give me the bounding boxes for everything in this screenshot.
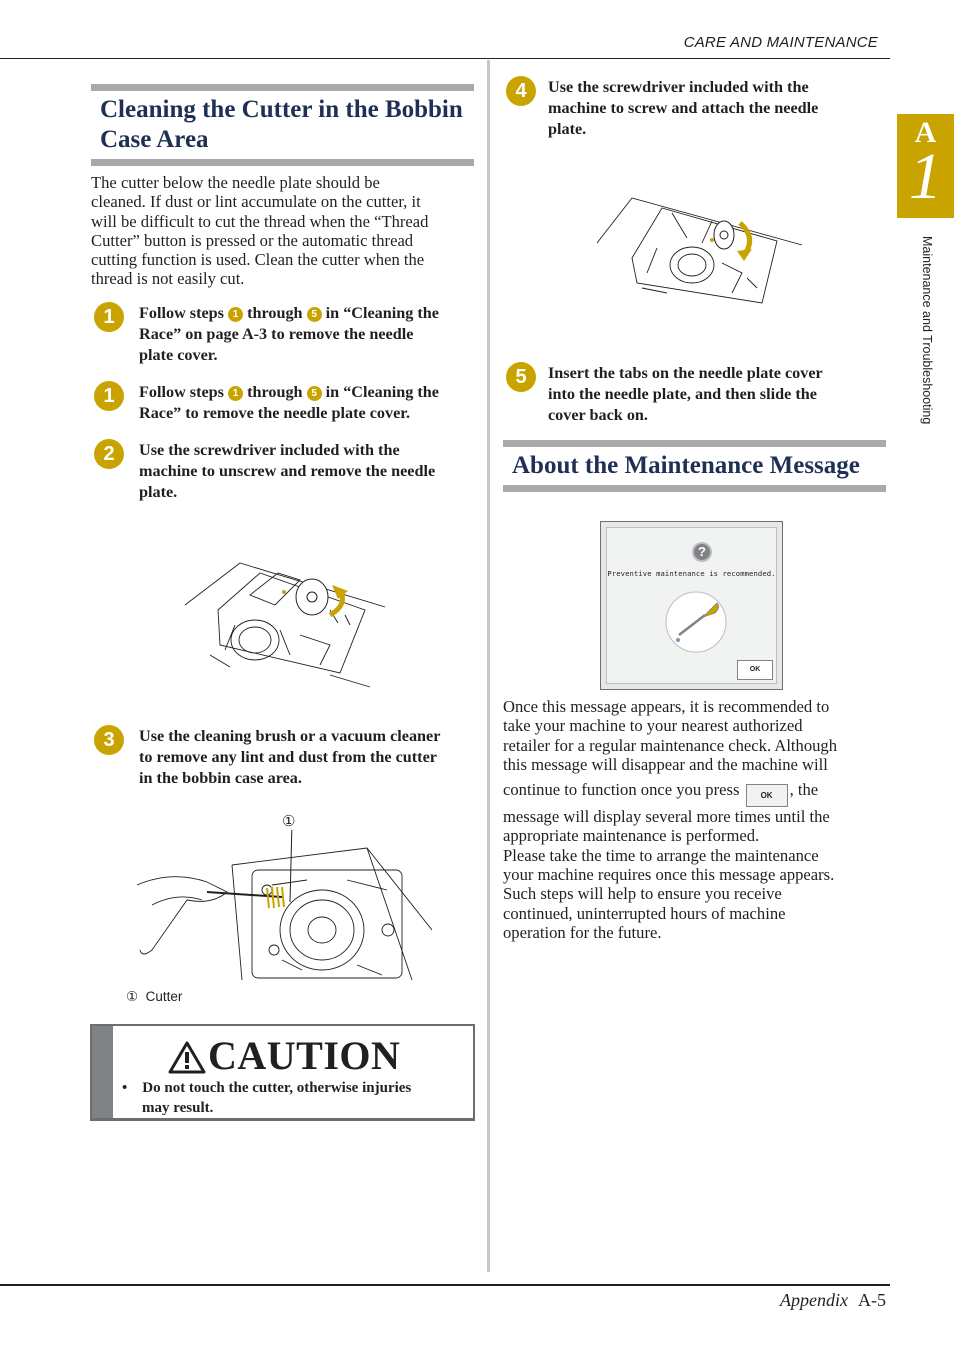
screen-ok-button[interactable]: OK bbox=[737, 660, 773, 680]
intro-line: Cutter” button is pressed or the automatic thread bbox=[91, 230, 414, 250]
step-ref-badge: 5 bbox=[307, 307, 322, 322]
step-5 bbox=[506, 362, 886, 432]
step-1b bbox=[94, 381, 479, 431]
chapter-tab-letter: A bbox=[914, 116, 937, 149]
paragraph-line: take your machine to your nearest authorized bbox=[503, 716, 803, 736]
screen-message: Preventive maintenance is recommended. bbox=[607, 569, 776, 578]
page-footer bbox=[780, 1290, 886, 1311]
step-text: Use the screwdriver included with the machine to unscrew and remove the needle plate. bbox=[139, 441, 436, 501]
step-text: Follow steps 1 through 5 in “Cleaning the Race” on page A-3 to remove the needle plate cover. bbox=[139, 304, 439, 364]
intro-line: cutting function is used. Clean the cutter when the bbox=[91, 250, 425, 270]
footer-rule bbox=[0, 1284, 890, 1286]
intro-paragraph bbox=[91, 173, 476, 289]
step-ref-badge: 1 bbox=[228, 307, 243, 322]
paragraph-line: message will display several more times until the bbox=[503, 807, 830, 827]
footer-section: Appendix bbox=[780, 1290, 848, 1310]
step-text: Use the cleaning brush or a vacuum cleaner to remove any lint and dust from the cutter in the bobbin case area. bbox=[139, 727, 441, 787]
caution-text: • Do not touch the cutter, otherwise injuries may result. bbox=[122, 1080, 412, 1116]
paragraph-line-with-button: continue to function once you press OK , the bbox=[503, 780, 888, 807]
paragraph-line: Once this message appears, it is recommended to bbox=[503, 697, 830, 716]
step-number: 2 bbox=[94, 439, 124, 469]
chapter-tab-number: 1 bbox=[909, 140, 942, 213]
section-heading-cutter bbox=[91, 84, 474, 166]
needle-plate-unscrew-illustration bbox=[180, 555, 390, 690]
step-number: 3 bbox=[94, 725, 124, 755]
step-text: Insert the tabs on the needle plate cover into the needle plate, and then slide the cover back on. bbox=[548, 364, 823, 424]
caption-text: Cutter bbox=[145, 989, 183, 1004]
chapter-side-label: Maintenance and Troubleshooting bbox=[920, 236, 934, 425]
caution-title: CAUTION bbox=[208, 1033, 401, 1078]
caution-side-bar bbox=[92, 1026, 113, 1118]
step-number: 1 bbox=[94, 381, 124, 411]
needle-plate-attach-illustration bbox=[592, 193, 804, 308]
screen-panel bbox=[606, 527, 777, 684]
paragraph-line: your machine requires once this message appears. bbox=[503, 865, 835, 885]
oil-can-icon bbox=[665, 591, 727, 653]
paragraph-line: Please take the time to arrange the maintenance bbox=[503, 845, 819, 865]
section-title-maintenance: About the Maintenance Message bbox=[512, 452, 860, 479]
cutter-cleaning-illustration bbox=[132, 830, 432, 985]
maintenance-message-screen bbox=[600, 521, 783, 690]
step-3 bbox=[94, 725, 479, 795]
step-number: 4 bbox=[506, 76, 536, 106]
paragraph-line: retailer for a regular maintenance check. Although bbox=[503, 735, 838, 755]
step-1a bbox=[94, 302, 479, 372]
running-header: CARE AND MAINTENANCE bbox=[683, 34, 878, 51]
inline-ok-key: OK bbox=[746, 784, 788, 807]
paragraph-line: continued, uninterrupted hours of machine bbox=[503, 903, 786, 923]
step-ref-badge: 5 bbox=[307, 386, 322, 401]
maintenance-paragraph-1 bbox=[503, 697, 888, 942]
paragraph-line: operation for the future. bbox=[503, 922, 662, 942]
step-number: 5 bbox=[506, 362, 536, 392]
intro-line: thread is not easily cut. bbox=[91, 269, 245, 289]
cutter-callout-marker: ① bbox=[282, 814, 296, 830]
paragraph-line: appropriate maintenance is performed. bbox=[503, 826, 760, 846]
intro-line: cleaned. If dust or lint accumulate on the cutter, it bbox=[91, 192, 421, 212]
step-4 bbox=[506, 76, 886, 146]
section-heading-maintenance bbox=[503, 440, 886, 492]
column-divider bbox=[487, 60, 490, 1272]
caution-box bbox=[90, 1024, 475, 1121]
figure-caption bbox=[126, 989, 182, 1005]
section-title-cutter: Cleaning the Cutter in the Bobbin Case Area bbox=[100, 96, 463, 153]
page-number: A-5 bbox=[858, 1290, 886, 1310]
step-ref-badge: 1 bbox=[228, 386, 243, 401]
intro-line: will be difficult to cut the thread when the “Thread bbox=[91, 211, 429, 231]
step-number: 1 bbox=[94, 302, 124, 332]
intro-line: The cutter below the needle plate should be bbox=[91, 173, 380, 192]
step-text: Follow steps 1 through 5 in “Cleaning the Race” to remove the needle plate cover. bbox=[139, 383, 439, 422]
step-text: Use the screwdriver included with the machine to screw and attach the needle plate. bbox=[548, 78, 819, 138]
step-2 bbox=[94, 439, 479, 509]
paragraph-line: this message will disappear and the machine will bbox=[503, 754, 828, 774]
chapter-tab bbox=[897, 114, 954, 218]
paragraph-line: Such steps will help to ensure you receive bbox=[503, 884, 782, 904]
header-rule bbox=[0, 58, 890, 59]
caption-marker: ① bbox=[126, 989, 139, 1004]
question-icon: ? bbox=[692, 542, 712, 562]
